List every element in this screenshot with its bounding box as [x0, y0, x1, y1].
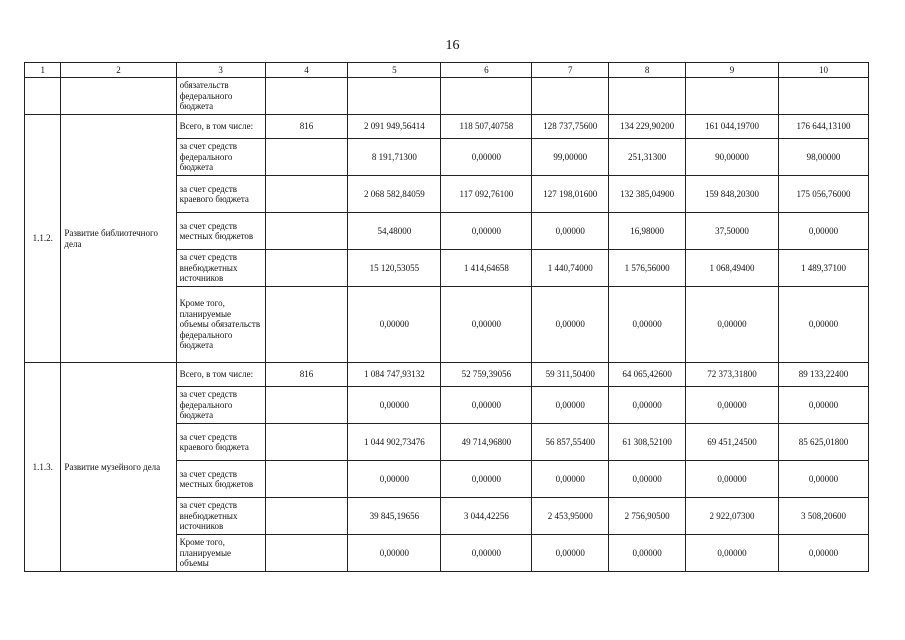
column-number-8: 8: [609, 63, 686, 78]
value-cell: 1 489,37100: [778, 250, 868, 287]
value-cell: 61 308,52100: [609, 424, 686, 461]
value-cell: 0,00000: [685, 387, 778, 424]
value-cell: 2 068 582,84059: [348, 176, 441, 213]
header-row: [25, 63, 869, 78]
value-cell: 161 044,19700: [685, 115, 778, 139]
value-cell: 134 229,90200: [609, 115, 686, 139]
value-cell: [348, 78, 441, 115]
value-cell: 0,00000: [348, 287, 441, 363]
value-cell: 0,00000: [778, 535, 868, 572]
value-cell: 54,48000: [348, 213, 441, 250]
kbk-cell: 816: [265, 363, 348, 387]
funding-source-cell: Всего, в том числе:: [176, 115, 265, 139]
value-cell: 0,00000: [778, 461, 868, 498]
continued-code-cell: [25, 78, 61, 115]
value-cell: 0,00000: [609, 461, 686, 498]
value-cell: 0,00000: [348, 387, 441, 424]
column-number-4: 4: [265, 63, 348, 78]
value-cell: 127 198,01600: [532, 176, 609, 213]
value-cell: 99,00000: [532, 139, 609, 176]
kbk-cell: [265, 424, 348, 461]
funding-source-cell: Кроме того, планируемые объемы обязательств федерального бюджета: [176, 287, 265, 363]
column-number-7: 7: [532, 63, 609, 78]
value-cell: 128 737,75600: [532, 115, 609, 139]
value-cell: 3 044,42256: [441, 498, 532, 535]
value-cell: 1 576,56000: [609, 250, 686, 287]
value-cell: 56 857,55400: [532, 424, 609, 461]
continued-name-cell: [61, 78, 176, 115]
value-cell: 0,00000: [441, 139, 532, 176]
value-cell: 8 191,71300: [348, 139, 441, 176]
item-name-cell: Развитие музейного дела: [61, 363, 176, 572]
kbk-cell: [265, 387, 348, 424]
value-cell: 132 385,04900: [609, 176, 686, 213]
kbk-cell: [265, 250, 348, 287]
value-cell: 0,00000: [532, 213, 609, 250]
value-cell: 39 845,19656: [348, 498, 441, 535]
value-cell: 0,00000: [532, 287, 609, 363]
value-cell: 0,00000: [532, 461, 609, 498]
column-number-10: 10: [778, 63, 868, 78]
value-cell: 251,31300: [609, 139, 686, 176]
value-cell: [609, 78, 686, 115]
value-cell: 89 133,22400: [778, 363, 868, 387]
value-cell: 2 091 949,56414: [348, 115, 441, 139]
funding-source-cell: за счет средств федерального бюджета: [176, 139, 265, 176]
value-cell: 98,00000: [778, 139, 868, 176]
kbk-cell: [265, 176, 348, 213]
value-cell: 0,00000: [685, 461, 778, 498]
value-cell: 118 507,40758: [441, 115, 532, 139]
value-cell: 85 625,01800: [778, 424, 868, 461]
value-cell: 64 065,42600: [609, 363, 686, 387]
value-cell: 69 451,24500: [685, 424, 778, 461]
kbk-cell: 816: [265, 115, 348, 139]
value-cell: [441, 78, 532, 115]
value-cell: 0,00000: [778, 387, 868, 424]
kbk-cell: [265, 213, 348, 250]
table-row: [25, 115, 869, 139]
value-cell: 0,00000: [441, 461, 532, 498]
value-cell: 0,00000: [532, 535, 609, 572]
column-number-9: 9: [685, 63, 778, 78]
column-number-3: 3: [176, 63, 265, 78]
item-code-cell: 1.1.2.: [25, 115, 61, 363]
value-cell: [685, 78, 778, 115]
funding-source-cell: за счет средств местных бюджетов: [176, 213, 265, 250]
value-cell: 90,00000: [685, 139, 778, 176]
value-cell: 0,00000: [609, 287, 686, 363]
value-cell: 0,00000: [778, 213, 868, 250]
funding-source-cell: Кроме того, планируемые объемы: [176, 535, 265, 572]
kbk-cell: [265, 498, 348, 535]
value-cell: 175 056,76000: [778, 176, 868, 213]
value-cell: 1 440,74000: [532, 250, 609, 287]
value-cell: 59 311,50400: [532, 363, 609, 387]
funding-source-cell: за счет средств краевого бюджета: [176, 424, 265, 461]
value-cell: 2 453,95000: [532, 498, 609, 535]
value-cell: 52 759,39056: [441, 363, 532, 387]
value-cell: [532, 78, 609, 115]
value-cell: 15 120,53055: [348, 250, 441, 287]
value-cell: 0,00000: [609, 535, 686, 572]
value-cell: 0,00000: [778, 287, 868, 363]
kbk-cell: [265, 78, 348, 115]
kbk-cell: [265, 535, 348, 572]
column-number-6: 6: [441, 63, 532, 78]
column-number-2: 2: [61, 63, 176, 78]
value-cell: 37,50000: [685, 213, 778, 250]
value-cell: 0,00000: [685, 535, 778, 572]
value-cell: 117 092,76100: [441, 176, 532, 213]
budget-table: [24, 62, 869, 572]
value-cell: 1 044 902,73476: [348, 424, 441, 461]
funding-source-cell: за счет средств краевого бюджета: [176, 176, 265, 213]
value-cell: 1 414,64658: [441, 250, 532, 287]
continued-row: [25, 78, 869, 115]
value-cell: [778, 78, 868, 115]
funding-source-cell: за счет средств федерального бюджета: [176, 387, 265, 424]
item-code-cell: 1.1.3.: [25, 363, 61, 572]
value-cell: 0,00000: [532, 387, 609, 424]
item-name-cell: Развитие библиотечного дела: [61, 115, 176, 363]
value-cell: 0,00000: [609, 387, 686, 424]
value-cell: 0,00000: [441, 387, 532, 424]
value-cell: 1 068,49400: [685, 250, 778, 287]
value-cell: 72 373,31800: [685, 363, 778, 387]
value-cell: 0,00000: [441, 535, 532, 572]
page-number: 16: [445, 38, 460, 53]
value-cell: 49 714,96800: [441, 424, 532, 461]
kbk-cell: [265, 287, 348, 363]
funding-source-cell: за счет средств внебюджетных источников: [176, 250, 265, 287]
funding-source-cell: обязательств федерального бюджета: [176, 78, 265, 115]
value-cell: 0,00000: [441, 213, 532, 250]
budget-table-body: [25, 63, 869, 572]
value-cell: 176 644,13100: [778, 115, 868, 139]
value-cell: 2 922,07300: [685, 498, 778, 535]
funding-source-cell: за счет средств местных бюджетов: [176, 461, 265, 498]
value-cell: 1 084 747,93132: [348, 363, 441, 387]
value-cell: 0,00000: [348, 461, 441, 498]
value-cell: 2 756,90500: [609, 498, 686, 535]
kbk-cell: [265, 461, 348, 498]
value-cell: 3 508,20600: [778, 498, 868, 535]
column-number-1: 1: [25, 63, 61, 78]
value-cell: 16,98000: [609, 213, 686, 250]
funding-source-cell: за счет средств внебюджетных источников: [176, 498, 265, 535]
kbk-cell: [265, 139, 348, 176]
table-row: [25, 363, 869, 387]
funding-source-cell: Всего, в том числе:: [176, 363, 265, 387]
value-cell: 159 848,20300: [685, 176, 778, 213]
value-cell: 0,00000: [441, 287, 532, 363]
column-number-5: 5: [348, 63, 441, 78]
value-cell: 0,00000: [348, 535, 441, 572]
value-cell: 0,00000: [685, 287, 778, 363]
